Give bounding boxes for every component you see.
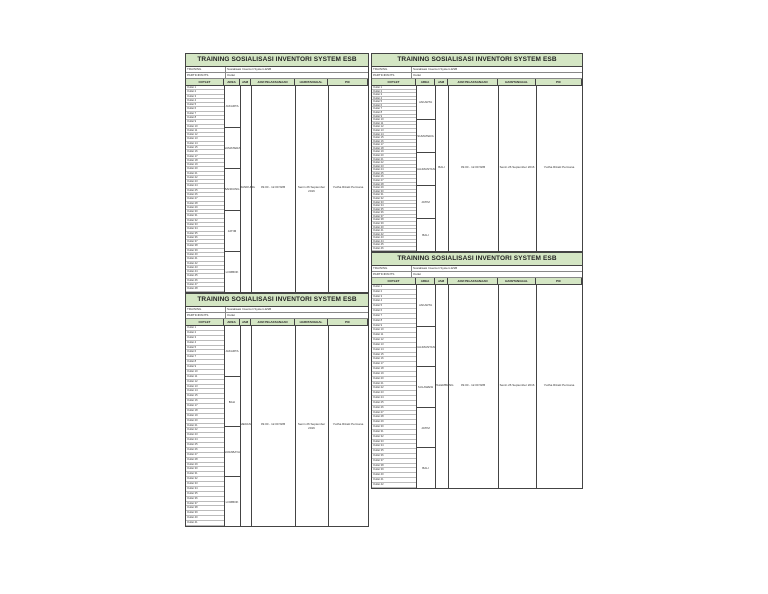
outlet-row: Outlet 2 bbox=[186, 331, 224, 336]
outlet-row: Outlet 35 bbox=[372, 449, 416, 454]
outlet-row: Outlet 28 bbox=[186, 202, 224, 206]
outlet-row: Outlet 42 bbox=[186, 262, 224, 266]
outlet-row: Outlet 48 bbox=[186, 287, 224, 291]
pic-cell: Yudha Rizaki Permana bbox=[543, 382, 575, 387]
sheet-title: TRAINING SOSIALISASI INVENTORI SYSTEM ESB bbox=[372, 253, 582, 266]
outlet-row: Outlet 24 bbox=[372, 396, 416, 401]
outlet-row: Outlet 38 bbox=[186, 244, 224, 248]
outlet-row: Outlet 39 bbox=[186, 511, 224, 516]
outlet-row: Outlet 20 bbox=[186, 167, 224, 171]
outlet-row: Outlet 5 bbox=[372, 100, 416, 104]
column-divider bbox=[498, 285, 499, 488]
region-cell: SULAWESI bbox=[416, 366, 435, 407]
region-cell: LOMBOK bbox=[224, 476, 240, 526]
column-header: PIC bbox=[536, 278, 582, 284]
outlet-row: Outlet 37 bbox=[372, 459, 416, 464]
column-divider bbox=[240, 326, 241, 526]
sheet-title: TRAINING SOSIALISASI INVENTORI SYSTEM ESB bbox=[186, 294, 368, 307]
area-cell: BALI bbox=[438, 164, 445, 169]
column-header: PIC bbox=[328, 79, 368, 85]
outlet-row: Outlet 26 bbox=[186, 448, 224, 453]
column-divider bbox=[448, 285, 449, 488]
jam-cell: 09.00 - 12.00 WIB bbox=[460, 382, 486, 387]
region-cell: BALI bbox=[416, 218, 435, 251]
region-cell: JATIM bbox=[224, 210, 240, 251]
schedule-sheet bbox=[185, 53, 369, 293]
outlet-row: Outlet 26 bbox=[372, 175, 416, 179]
outlet-row: Outlet 16 bbox=[186, 150, 224, 154]
table-header bbox=[372, 79, 582, 86]
outlet-row: Outlet 29 bbox=[186, 206, 224, 210]
date-cell: Senin 26 September 2016 bbox=[499, 382, 535, 387]
region-cell: SUMATERA bbox=[224, 127, 240, 168]
region-cell: BANDUNG bbox=[224, 168, 240, 209]
outlet-row: Outlet 35 bbox=[186, 492, 224, 497]
outlet-row: Outlet 1 bbox=[186, 326, 224, 331]
outlet-row: Outlet 36 bbox=[372, 211, 416, 215]
outlet-row: Outlet 18 bbox=[372, 367, 416, 372]
outlet-row: Outlet 39 bbox=[186, 249, 224, 253]
meta-key: PARTICIPANTS bbox=[373, 73, 395, 77]
outlet-row: Outlet 20 bbox=[372, 377, 416, 382]
outlet-row: Outlet 25 bbox=[186, 189, 224, 193]
outlet-row: Outlet 36 bbox=[372, 454, 416, 459]
outlet-row: Outlet 20 bbox=[372, 154, 416, 158]
outlet-row: Outlet 30 bbox=[186, 467, 224, 472]
outlet-row: Outlet 9 bbox=[372, 324, 416, 329]
jam-cell: 09.00 - 12.00 WIB bbox=[460, 164, 486, 169]
outlet-row: Outlet 22 bbox=[372, 386, 416, 391]
outlet-row: Outlet 19 bbox=[186, 163, 224, 167]
outlet-row: Outlet 4 bbox=[186, 99, 224, 103]
outlet-row: Outlet 21 bbox=[186, 172, 224, 176]
column-header: JAM PELAKSANAAN bbox=[448, 79, 498, 85]
outlet-row: Outlet 28 bbox=[186, 458, 224, 463]
column-header: OUTLET bbox=[372, 278, 416, 284]
outlet-row: Outlet 31 bbox=[186, 472, 224, 477]
outlet-row: Outlet 23 bbox=[372, 165, 416, 169]
outlet-row: Outlet 11 bbox=[186, 129, 224, 133]
outlet-row: Outlet 15 bbox=[372, 353, 416, 358]
outlet-row: Outlet 31 bbox=[372, 193, 416, 197]
column-header: HARI/TANGGAL bbox=[295, 319, 328, 325]
outlet-row: Outlet 37 bbox=[186, 240, 224, 244]
sheet-title: TRAINING SOSIALISASI INVENTORI SYSTEM ESB bbox=[186, 54, 368, 67]
outlet-row: Outlet 12 bbox=[372, 338, 416, 343]
schedule-sheet bbox=[371, 53, 583, 252]
outlet-row: Outlet 7 bbox=[372, 107, 416, 111]
column-header: JAM PELAKSANAAN bbox=[251, 319, 295, 325]
outlet-row: Outlet 19 bbox=[372, 150, 416, 154]
column-divider bbox=[435, 86, 436, 251]
outlet-row: Outlet 46 bbox=[186, 279, 224, 283]
sheet-title: TRAINING SOSIALISASI INVENTORI SYSTEM ESB bbox=[372, 54, 582, 67]
outlet-row: Outlet 16 bbox=[186, 399, 224, 404]
outlet-row: Outlet 37 bbox=[186, 502, 224, 507]
outlet-row: Outlet 22 bbox=[186, 428, 224, 433]
table-body bbox=[186, 326, 368, 526]
outlet-row: Outlet 12 bbox=[186, 133, 224, 137]
outlet-row: Outlet 33 bbox=[186, 482, 224, 487]
outlet-row: Outlet 23 bbox=[372, 391, 416, 396]
outlet-row: Outlet 2 bbox=[372, 90, 416, 94]
outlet-row: Outlet 13 bbox=[372, 343, 416, 348]
outlet-row: Outlet 13 bbox=[186, 137, 224, 141]
column-header: OUTLET bbox=[372, 79, 416, 85]
region-cell: JAKARTA bbox=[225, 104, 239, 108]
column-divider bbox=[251, 326, 252, 526]
meta-key: PARTICIPANTS bbox=[187, 313, 209, 317]
meta-value: Outlet bbox=[227, 73, 236, 77]
outlet-row: Outlet 32 bbox=[372, 435, 416, 440]
meta-key: TRAINING bbox=[373, 67, 388, 71]
date-cell: Senin 26 September 2016 bbox=[297, 422, 326, 430]
outlet-row: Outlet 8 bbox=[186, 116, 224, 120]
outlet-row: Outlet 44 bbox=[186, 270, 224, 274]
outlet-row: Outlet 7 bbox=[186, 355, 224, 360]
outlet-row: Outlet 27 bbox=[186, 197, 224, 201]
region-cell: BALI bbox=[224, 376, 240, 426]
outlet-row: Outlet 38 bbox=[186, 506, 224, 511]
column-header: JAM bbox=[435, 278, 448, 284]
column-divider bbox=[448, 86, 449, 251]
column-header: AREA bbox=[416, 278, 435, 284]
meta-value: Outlet bbox=[227, 313, 236, 317]
outlet-row: Outlet 33 bbox=[186, 223, 224, 227]
column-header: HARI/TANGGAL bbox=[295, 79, 328, 85]
outlet-row: Outlet 39 bbox=[372, 222, 416, 226]
region-cell: JAKARTA bbox=[418, 303, 433, 307]
column-header: OUTLET bbox=[186, 319, 224, 325]
meta-value: Sosialisasi Inventori System ESB bbox=[227, 67, 272, 71]
outlet-row: Outlet 8 bbox=[372, 319, 416, 324]
outlet-row: Outlet 17 bbox=[186, 155, 224, 159]
outlet-row: Outlet 10 bbox=[186, 370, 224, 375]
outlet-row: Outlet 34 bbox=[372, 204, 416, 208]
column-divider bbox=[536, 285, 537, 488]
table-header bbox=[186, 319, 368, 326]
outlet-row: Outlet 41 bbox=[186, 257, 224, 261]
column-divider bbox=[240, 86, 241, 292]
schedule-sheet bbox=[185, 293, 369, 527]
outlet-row: Outlet 40 bbox=[372, 473, 416, 478]
outlet-row: Outlet 27 bbox=[186, 453, 224, 458]
outlet-row: Outlet 5 bbox=[186, 103, 224, 107]
column-header: HARI/TANGGAL bbox=[498, 79, 536, 85]
outlet-row: Outlet 21 bbox=[372, 158, 416, 162]
outlet-row: Outlet 12 bbox=[372, 125, 416, 129]
outlet-row: Outlet 40 bbox=[372, 226, 416, 230]
outlet-row: Outlet 17 bbox=[186, 404, 224, 409]
outlet-row: Outlet 24 bbox=[372, 168, 416, 172]
outlet-row: Outlet 4 bbox=[186, 341, 224, 346]
area-cell: BANDUNG bbox=[240, 185, 256, 189]
outlet-row: Outlet 31 bbox=[186, 214, 224, 218]
outlet-row: Outlet 30 bbox=[186, 210, 224, 214]
outlet-row: Outlet 30 bbox=[372, 425, 416, 430]
outlet-row: Outlet 6 bbox=[186, 107, 224, 111]
date-cell: Senin 26 September 2016 bbox=[297, 185, 326, 193]
outlet-row: Outlet 9 bbox=[372, 115, 416, 119]
outlet-row: Outlet 22 bbox=[186, 176, 224, 180]
table-body bbox=[372, 86, 582, 251]
outlet-row: Outlet 37 bbox=[372, 215, 416, 219]
outlet-row: Outlet 1 bbox=[186, 86, 224, 90]
outlet-row: Outlet 30 bbox=[372, 190, 416, 194]
outlet-row: Outlet 41 bbox=[372, 229, 416, 233]
outlet-row: Outlet 3 bbox=[372, 93, 416, 97]
outlet-row: Outlet 25 bbox=[372, 401, 416, 406]
outlet-row: Outlet 36 bbox=[186, 497, 224, 502]
outlet-row: Outlet 29 bbox=[186, 463, 224, 468]
schedule-sheet bbox=[371, 252, 583, 489]
outlet-row: Outlet 13 bbox=[186, 385, 224, 390]
outlet-row: Outlet 42 bbox=[372, 233, 416, 237]
outlet-row: Outlet 24 bbox=[186, 184, 224, 188]
outlet-row: Outlet 33 bbox=[372, 201, 416, 205]
region-cell: KALIMANTAN bbox=[416, 152, 435, 185]
region-cell: SUMATERA bbox=[416, 119, 435, 152]
table-header bbox=[372, 278, 582, 285]
outlet-row: Outlet 5 bbox=[186, 346, 224, 351]
region-cell: LOMBOK bbox=[224, 251, 240, 292]
outlet-row: Outlet 29 bbox=[372, 420, 416, 425]
meta-key: TRAINING bbox=[187, 67, 202, 71]
outlet-row: Outlet 10 bbox=[186, 125, 224, 129]
meta-key: TRAINING bbox=[373, 266, 388, 270]
outlet-row: Outlet 45 bbox=[372, 243, 416, 247]
outlet-row: Outlet 5 bbox=[372, 304, 416, 309]
jam-cell: 09.00 - 12.00 WIB bbox=[260, 185, 286, 189]
outlet-row: Outlet 3 bbox=[186, 95, 224, 99]
column-header: JAM PELAKSANAAN bbox=[448, 278, 498, 284]
outlet-row: Outlet 41 bbox=[372, 478, 416, 483]
outlet-row: Outlet 23 bbox=[186, 433, 224, 438]
column-header: AREA bbox=[416, 79, 435, 85]
outlet-row: Outlet 4 bbox=[372, 299, 416, 304]
column-divider bbox=[435, 285, 436, 488]
region-cell: KALIMANTAN bbox=[416, 326, 435, 367]
outlet-row: Outlet 31 bbox=[372, 430, 416, 435]
outlet-row: Outlet 18 bbox=[186, 159, 224, 163]
table-header bbox=[186, 79, 368, 86]
outlet-row: Outlet 43 bbox=[186, 266, 224, 270]
pic-cell: Yudha Rizaki Permana bbox=[543, 164, 575, 169]
outlet-row: Outlet 19 bbox=[186, 414, 224, 419]
column-divider bbox=[251, 86, 252, 292]
outlet-row: Outlet 21 bbox=[186, 424, 224, 429]
outlet-row: Outlet 9 bbox=[186, 120, 224, 124]
table-body bbox=[372, 285, 582, 488]
meta-value: Sosialisasi Inventori System ESB bbox=[413, 266, 458, 270]
outlet-row: Outlet 25 bbox=[372, 172, 416, 176]
outlet-row: Outlet 34 bbox=[372, 444, 416, 449]
outlet-row: Outlet 40 bbox=[186, 516, 224, 521]
outlet-row: Outlet 4 bbox=[372, 97, 416, 101]
outlet-row: Outlet 18 bbox=[186, 409, 224, 414]
column-header: JAM bbox=[240, 79, 251, 85]
outlet-row: Outlet 19 bbox=[372, 372, 416, 377]
region-cell: SURABAYA bbox=[224, 426, 240, 476]
column-header: JAM bbox=[435, 79, 448, 85]
outlet-row: Outlet 46 bbox=[372, 247, 416, 251]
area-cell: MEDAN bbox=[240, 422, 251, 426]
outlet-row: Outlet 14 bbox=[186, 389, 224, 394]
column-header: OUTLET bbox=[186, 79, 224, 85]
outlet-row: Outlet 16 bbox=[372, 140, 416, 144]
outlet-row: Outlet 45 bbox=[186, 274, 224, 278]
outlet-row: Outlet 39 bbox=[372, 468, 416, 473]
outlet-row: Outlet 17 bbox=[372, 362, 416, 367]
outlet-row: Outlet 15 bbox=[186, 394, 224, 399]
outlet-row: Outlet 32 bbox=[186, 219, 224, 223]
meta-value: Outlet bbox=[413, 73, 422, 77]
column-header: JAM bbox=[240, 319, 251, 325]
outlet-row: Outlet 35 bbox=[372, 208, 416, 212]
outlet-row: Outlet 34 bbox=[186, 227, 224, 231]
outlet-row: Outlet 23 bbox=[186, 180, 224, 184]
outlet-row: Outlet 38 bbox=[372, 464, 416, 469]
outlet-row: Outlet 11 bbox=[186, 375, 224, 380]
outlet-row: Outlet 2 bbox=[372, 290, 416, 295]
outlet-row: Outlet 14 bbox=[372, 133, 416, 137]
column-divider bbox=[498, 86, 499, 251]
outlet-row: Outlet 10 bbox=[372, 118, 416, 122]
column-divider bbox=[328, 86, 329, 292]
column-header: PIC bbox=[328, 319, 368, 325]
outlet-row: Outlet 9 bbox=[186, 365, 224, 370]
region-cell: JATIM bbox=[416, 407, 435, 448]
meta-value: Outlet bbox=[413, 272, 422, 276]
outlet-row: Outlet 38 bbox=[372, 218, 416, 222]
outlet-row: Outlet 40 bbox=[186, 253, 224, 257]
outlet-row: Outlet 15 bbox=[372, 136, 416, 140]
outlet-row: Outlet 22 bbox=[372, 161, 416, 165]
outlet-row: Outlet 17 bbox=[372, 143, 416, 147]
column-header: AREA bbox=[224, 79, 240, 85]
outlet-row: Outlet 25 bbox=[186, 443, 224, 448]
outlet-row: Outlet 12 bbox=[186, 380, 224, 385]
meta-value: Sosialisasi Inventori System ESB bbox=[413, 67, 458, 71]
outlet-row: Outlet 20 bbox=[186, 419, 224, 424]
outlet-row: Outlet 26 bbox=[186, 193, 224, 197]
outlet-row: Outlet 3 bbox=[372, 295, 416, 300]
outlet-row: Outlet 7 bbox=[372, 314, 416, 319]
outlet-row: Outlet 32 bbox=[186, 477, 224, 482]
outlet-row: Outlet 1 bbox=[372, 86, 416, 90]
outlet-row: Outlet 13 bbox=[372, 129, 416, 133]
outlet-row: Outlet 6 bbox=[186, 350, 224, 355]
outlet-row: Outlet 14 bbox=[372, 348, 416, 353]
table-body bbox=[186, 86, 368, 292]
pic-cell: Yudha Rizaki Permana bbox=[332, 185, 364, 189]
outlet-row: Outlet 15 bbox=[186, 146, 224, 150]
outlet-row: Outlet 33 bbox=[372, 440, 416, 445]
outlet-row: Outlet 28 bbox=[372, 183, 416, 187]
outlet-row: Outlet 7 bbox=[186, 112, 224, 116]
date-cell: Senin 26 September 2016 bbox=[499, 164, 535, 169]
column-header: JAM PELAKSANAAN bbox=[251, 79, 295, 85]
outlet-row: Outlet 36 bbox=[186, 236, 224, 240]
outlet-row: Outlet 43 bbox=[372, 236, 416, 240]
outlet-row: Outlet 11 bbox=[372, 122, 416, 126]
outlet-row: Outlet 6 bbox=[372, 104, 416, 108]
outlet-row: Outlet 44 bbox=[372, 240, 416, 244]
area-cell: PALEMBANG bbox=[435, 382, 454, 387]
outlet-row: Outlet 27 bbox=[372, 411, 416, 416]
jam-cell: 09.00 - 12.00 WIB bbox=[260, 422, 286, 426]
outlet-row: Outlet 24 bbox=[186, 438, 224, 443]
column-header: AREA bbox=[224, 319, 240, 325]
outlet-row: Outlet 16 bbox=[372, 357, 416, 362]
outlet-row: Outlet 3 bbox=[186, 336, 224, 341]
outlet-row: Outlet 34 bbox=[186, 487, 224, 492]
outlet-row: Outlet 41 bbox=[186, 521, 224, 526]
column-header: HARI/TANGGAL bbox=[498, 278, 536, 284]
outlet-row: Outlet 47 bbox=[186, 283, 224, 287]
outlet-row: Outlet 28 bbox=[372, 415, 416, 420]
column-divider bbox=[328, 326, 329, 526]
outlet-row: Outlet 6 bbox=[372, 309, 416, 314]
outlet-row: Outlet 42 bbox=[372, 483, 416, 488]
meta-key: TRAINING bbox=[187, 307, 202, 311]
meta-key: PARTICIPANTS bbox=[373, 272, 395, 276]
pic-cell: Yudha Rizaki Permana bbox=[332, 422, 364, 426]
outlet-row: Outlet 29 bbox=[372, 186, 416, 190]
outlet-row: Outlet 11 bbox=[372, 333, 416, 338]
outlet-row: Outlet 21 bbox=[372, 382, 416, 387]
outlet-row: Outlet 10 bbox=[372, 328, 416, 333]
outlet-row: Outlet 18 bbox=[372, 147, 416, 151]
outlet-row: Outlet 26 bbox=[372, 406, 416, 411]
meta-key: PARTICIPANTS bbox=[187, 73, 209, 77]
region-cell: BALI bbox=[416, 447, 435, 488]
region-cell: JAKARTA bbox=[225, 349, 239, 353]
region-cell: JAKARTA bbox=[418, 100, 433, 104]
outlet-row: Outlet 8 bbox=[186, 360, 224, 365]
outlet-row: Outlet 14 bbox=[186, 142, 224, 146]
outlet-row: Outlet 35 bbox=[186, 232, 224, 236]
outlet-row: Outlet 1 bbox=[372, 285, 416, 290]
column-divider bbox=[536, 86, 537, 251]
outlet-row: Outlet 8 bbox=[372, 111, 416, 115]
outlet-row: Outlet 2 bbox=[186, 90, 224, 94]
meta-value: Sosialisasi Inventori System ESB bbox=[227, 307, 272, 311]
outlet-row: Outlet 27 bbox=[372, 179, 416, 183]
outlet-row: Outlet 32 bbox=[372, 197, 416, 201]
region-cell: JATIM bbox=[416, 185, 435, 218]
column-header: PIC bbox=[536, 79, 582, 85]
